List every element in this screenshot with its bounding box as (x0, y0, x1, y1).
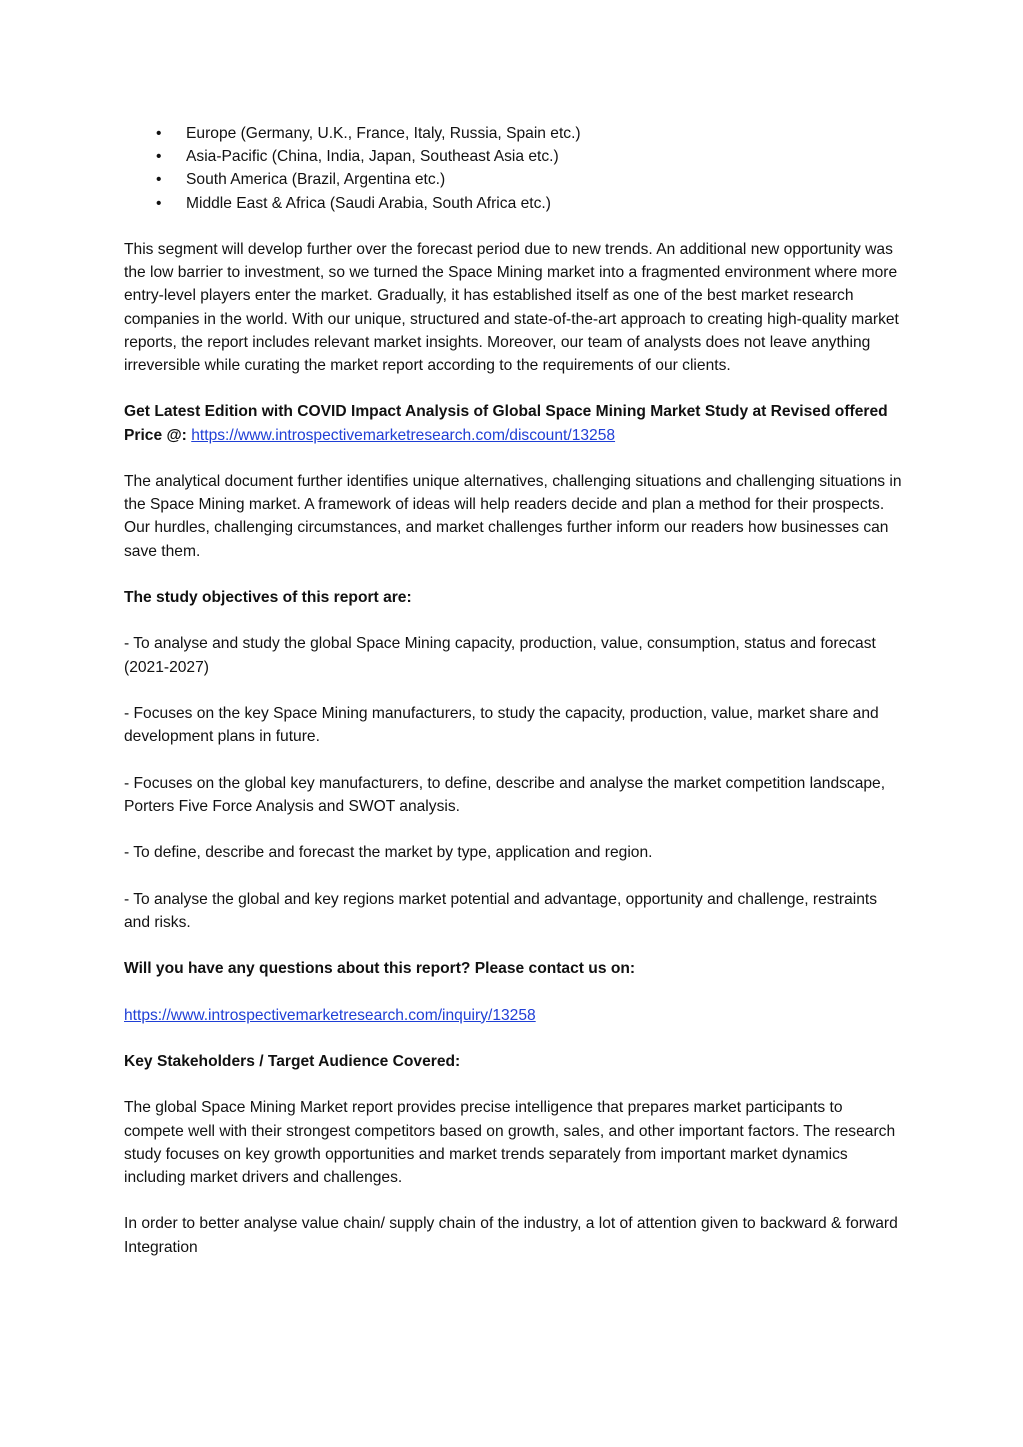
discount-link[interactable]: https://www.introspectivemarketresearch.com/discount/13258 (191, 426, 616, 444)
document-page (124, 122, 904, 1259)
bullet-icon: • (156, 194, 162, 212)
inquiry-paragraph (124, 1004, 904, 1027)
list-item (124, 168, 904, 191)
objectives-heading: The study objectives of this report are: (124, 589, 412, 606)
value-chain-paragraph: In order to better analyse value chain/ supply chain of the industry, a lot of attention given to backward & forward Integration (124, 1215, 898, 1256)
objective-item: - To analyse and study the global Space Mining capacity, production, value, consumption, status and forecast (2021-2027) (124, 635, 876, 676)
questions-heading: Will you have any questions about this report? Please contact us on: (124, 960, 636, 978)
bullet-icon: • (156, 148, 162, 166)
stakeholders-paragraph: The global Space Mining Market report provides precise intelligence that prepares market participants to compete well with their strongest competitors based on growth, sales, and other important factors. The research study focuses on key growth opportunities and market trends separately from important market dynamics including market drivers and challenges. (124, 1099, 896, 1186)
bullet-icon: • (156, 125, 162, 142)
inquiry-link[interactable]: https://www.introspectivemarketresearch.com/inquiry/13258 (124, 1006, 536, 1024)
segment-paragraph: This segment will develop further over the forecast period due to new trends. An additional new opportunity was the low barrier to investment, so we turned the Space Mining market into a fragmented environment where more entry-level players enter the market. Gradually, it has established itself as one of the best market research companies in the world. With our unique, structured and state-of-the-art approach to creating high-quality market reports, the report includes relevant market insights. Moreover, our team of analysts does not leave anything irreversible while curating the market report according to the requirements of our clients. (124, 241, 899, 375)
region-text: Middle East & Africa (Saudi Arabia, South Africa etc.) (186, 194, 551, 212)
region-text: Asia-Pacific (China, India, Japan, Southeast Asia etc.) (186, 148, 559, 166)
bullet-icon: • (156, 171, 162, 189)
list-item (124, 145, 904, 168)
discount-label: Get Latest Edition with COVID Impact Analysis of Global Space Mining Market Study at Revised offered Price @: (124, 403, 888, 444)
stakeholders-heading: Key Stakeholders / Target Audience Covered: (124, 1052, 461, 1070)
list-item (124, 192, 904, 215)
objective-item: - To analyse the global and key regions market potential and advantage, opportunity and challenge, restraints and risks. (124, 890, 878, 931)
objective-item: - Focuses on the key Space Mining manufacturers, to study the capacity, production, value, market share and development plans in future. (124, 704, 879, 746)
analytical-paragraph: The analytical document further identifies unique alternatives, challenging situations and challenging situations in the Space Mining market. A framework of ideas will help readers decide and plan a method for their prospects. Our hurdles, challenging circumstances, and market challenges further inform our readers how businesses can save them. (124, 473, 902, 560)
regions-list (124, 122, 904, 215)
region-text: Europe (Germany, U.K., France, Italy, Russia, Spain etc.) (186, 125, 581, 142)
objective-item: - To define, describe and forecast the market by type, application and region. (124, 844, 653, 862)
region-text: South America (Brazil, Argentina etc.) (186, 171, 446, 189)
discount-paragraph (124, 400, 904, 446)
list-item (124, 122, 904, 145)
objective-item: - Focuses on the global key manufacturers, to define, describe and analyse the market competition landscape, Porters Five Force Analysis and SWOT analysis. (124, 774, 886, 815)
